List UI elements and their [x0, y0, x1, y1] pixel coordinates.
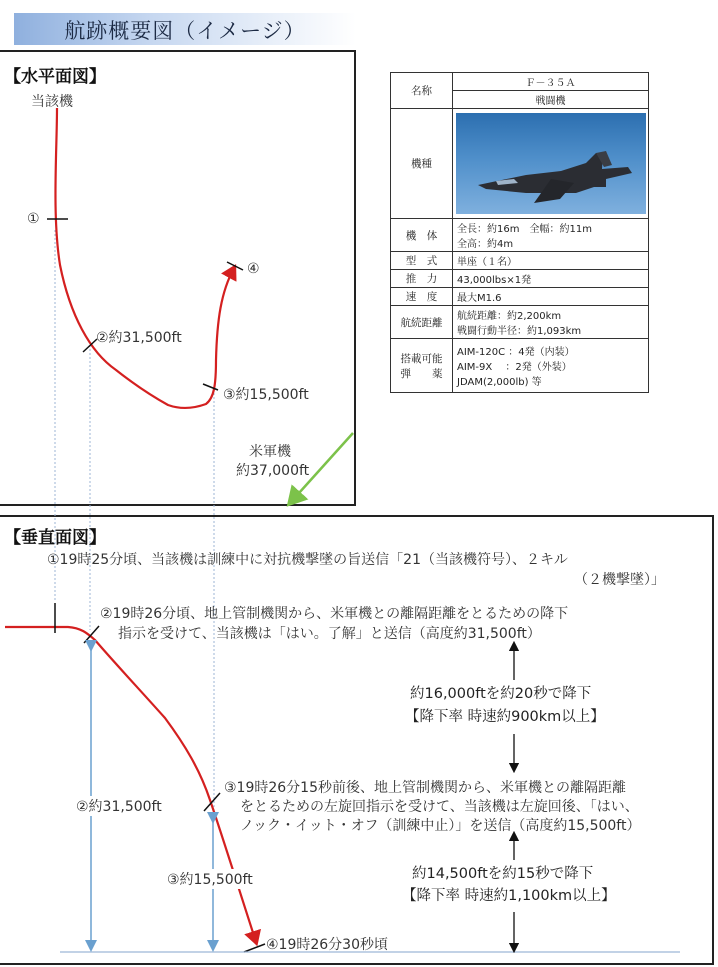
- vtick-4: [244, 944, 265, 952]
- us-altitude-label: 約37,000ft: [236, 463, 310, 479]
- spec-table: [390, 72, 649, 393]
- horizontal-track: [55, 108, 234, 408]
- spec-name-key: 名称: [391, 73, 453, 109]
- note-1-line-2: （２機撃墜）」: [574, 572, 665, 588]
- spec-form-key: 型 式: [391, 252, 453, 270]
- us-aircraft-label: 米軍機: [249, 444, 291, 460]
- note-3-line-1: ③19時26分15秒前後、地上管制機関から、米軍機との離隔距離: [224, 780, 626, 796]
- point-4-label: ④: [247, 261, 260, 277]
- vertical-track: [5, 627, 256, 942]
- altitude-2-label: ②約31,500ft: [76, 796, 162, 816]
- spec-range-line2: 戦闘行動半径：約1,093km: [457, 326, 582, 337]
- point-3-label: ③約15,500ft: [223, 387, 309, 403]
- spec-body-key: 機 体: [391, 219, 453, 252]
- spec-type-key: 機種: [391, 109, 453, 219]
- spec-thrust-key: 推 力: [391, 270, 453, 288]
- spec-speed-key: 速 度: [391, 288, 453, 306]
- spec-body-line1: 全長：約16m 全幅：約11m: [457, 224, 592, 235]
- note-3-line-3: ノック・イット・オフ（訓練中止）」を送信（高度約15,500ft）: [240, 818, 641, 834]
- spec-form-value: 単座（１名）: [453, 252, 649, 270]
- note-3-line-2: をとるための左旋回指示を受けて、当該機は左旋回後、「はい、: [240, 799, 639, 815]
- descent-1-line-2: 【降下率 時速約900km以上】: [405, 709, 605, 725]
- vertical-plan-header: 【垂直面図】: [4, 528, 106, 548]
- tick-4: [227, 262, 243, 270]
- spec-weapons-line3: JDAM(2,000lb) 等: [457, 377, 542, 388]
- spec-weapons-line2: AIM-9X ：2発（外装）: [457, 362, 572, 373]
- point-2-label: ②約31,500ft: [96, 330, 182, 346]
- descent-2-line-2: 【降下率 時速約1,100km以上】: [402, 888, 616, 904]
- altitude-3-label: ③約15,500ft: [167, 869, 253, 889]
- note-1-line-1: ①19時25分頃、当該機は訓練中に対抗機撃墜の旨送信「21（当該機符号）、２キル: [47, 552, 568, 568]
- spec-thrust-value: 43,000lbs×1発: [453, 270, 649, 288]
- note-2-line-2: 指示を受けて、当該機は「はい。了解」と送信（高度約31,500ft）: [118, 626, 541, 642]
- f35-silhouette: [456, 113, 646, 214]
- spec-body-line2: 全高：約4m: [457, 239, 514, 250]
- spec-speed-value: 最大M1.6: [453, 288, 649, 306]
- spec-range-key: 航続距離: [391, 306, 453, 339]
- spec-weapons-line1: AIM-120C ：4発（内装）: [457, 347, 575, 358]
- spec-name-value: Ｆ－３５Ａ: [453, 73, 649, 91]
- page-title: 航跡概要図（イメージ）: [64, 19, 306, 43]
- point-4-time-label: ④19時26分30秒頃: [266, 937, 388, 953]
- descent-2-line-1: 約14,500ftを約15秒で降下: [412, 866, 594, 882]
- aircraft-label: 当該機: [31, 94, 73, 110]
- horizontal-plan-header: 【水平面図】: [4, 67, 106, 87]
- spec-weapons-key-2: 弾 薬: [400, 367, 443, 380]
- descent-1-line-1: 約16,000ftを約20秒で降下: [410, 686, 592, 702]
- point-1-label: ①: [27, 211, 40, 227]
- note-2-line-1: ②19時26分頃、地上管制機関から、米軍機との離隔距離をとるための降下: [100, 606, 569, 622]
- spec-weapons-key-1: 搭載可能: [400, 352, 443, 365]
- spec-name-sub: 戦闘機: [453, 91, 649, 109]
- f35-photo: [456, 113, 646, 214]
- spec-range-line1: 航続距離：約2,200km: [457, 311, 562, 322]
